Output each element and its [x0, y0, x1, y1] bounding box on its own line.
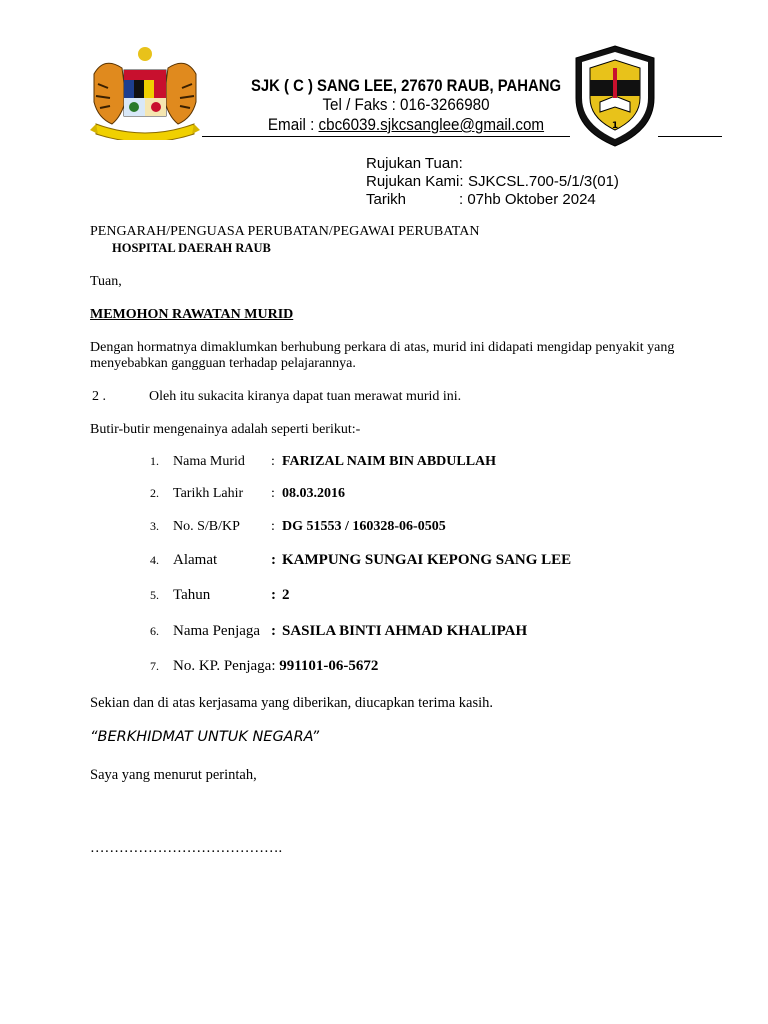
detail-value: KAMPUNG SUNGAI KEPONG SANG LEE: [282, 552, 572, 568]
email-link[interactable]: cbc6039.sjkcsanglee@gmail.com: [318, 116, 545, 134]
detail-value: 991101-06-5672: [279, 658, 379, 674]
school-phone: Tel / Faks : 016-3266980: [322, 96, 490, 114]
detail-number: 6.: [150, 624, 159, 638]
detail-colon: :: [271, 454, 275, 469]
paragraph-1-line-1: Dengan hormatnya dimaklumkan berhubung perkara di atas, murid ini didapati mengidap penyakit yang: [90, 340, 675, 355]
detail-label: Nama Murid: [173, 454, 245, 469]
signature-line: ………………………………….: [90, 840, 283, 856]
detail-colon: :: [271, 486, 275, 501]
ref-kami-label: Rujukan Kami:: [366, 173, 464, 190]
date-value: : 07hb Oktober 2024: [459, 191, 596, 208]
detail-item: [150, 552, 571, 569]
subject-heading: MEMOHON RAWATAN MURID: [90, 307, 294, 322]
detail-value: DG 51553 / 160328-06-0505: [282, 519, 446, 534]
school-badge-logo: [570, 44, 660, 148]
detail-label: Tarikh Lahir: [173, 486, 244, 501]
paragraph-2-text: Oleh itu sukacita kiranya dapat tuan merawat murid ini.: [149, 389, 462, 404]
detail-number: 5.: [150, 588, 159, 602]
ref-tuan: [366, 155, 463, 172]
detail-item: [150, 658, 378, 675]
salutation: Tuan,: [90, 274, 122, 289]
detail-label: No. S/B/KP: [173, 519, 240, 534]
ref-kami-value: SJKCSL.700-5/1/3(01): [468, 173, 619, 190]
detail-value: 08.03.2016: [282, 486, 345, 501]
detail-label: Tahun: [173, 587, 211, 603]
coat-of-arms-logo: [88, 44, 202, 140]
email-label: Email :: [267, 116, 319, 134]
details-intro: Butir-butir mengenainya adalah seperti berikut:-: [90, 422, 361, 437]
date-label: Tarikh: [366, 191, 407, 208]
ref-tuan-label: Rujukan Tuan:: [366, 155, 463, 172]
detail-label: Alamat: [173, 552, 218, 568]
motto: “BERKHIDMAT UNTUK NEGARA”: [90, 729, 320, 745]
detail-colon: :: [271, 623, 276, 639]
detail-item: [150, 587, 290, 604]
detail-value: SASILA BINTI AHMAD KHALIPAH: [282, 623, 528, 639]
sign-off: Saya yang menurut perintah,: [90, 767, 257, 783]
detail-item: [150, 486, 345, 502]
detail-item: [150, 623, 527, 640]
badge-number: 1: [611, 121, 619, 131]
closing-sentence: Sekian dan di atas kerjasama yang diberikan, diucapkan terima kasih.: [90, 695, 494, 711]
detail-value: 2: [282, 587, 290, 603]
detail-number: 7.: [150, 659, 159, 673]
detail-number: 3.: [150, 519, 159, 533]
ref-kami: [366, 173, 619, 190]
recipient-title: PENGARAH/PENGUASA PERUBATAN/PEGAWAI PERUBATAN: [90, 224, 480, 239]
detail-number: 4.: [150, 553, 159, 567]
detail-colon: :: [271, 519, 275, 534]
paragraph-1-line-2: menyebabkan gangguan terhadap pelajarannya.: [90, 356, 356, 371]
header-divider-right: [658, 136, 722, 137]
recipient-hospital: HOSPITAL DAERAH RAUB: [112, 241, 271, 255]
header-divider: [202, 136, 570, 137]
detail-colon: :: [271, 587, 276, 603]
ref-date: [366, 191, 596, 208]
detail-item: [150, 519, 446, 535]
detail-colon: :: [271, 552, 276, 568]
paragraph-2-number: 2 .: [92, 389, 106, 404]
school-email: [222, 116, 590, 135]
detail-number: 2.: [150, 486, 159, 500]
school-name: SJK ( C ) SANG LEE, 27670 RAUB, PAHANG: [251, 77, 561, 95]
detail-label: No. KP. Penjaga:: [173, 658, 276, 674]
detail-value: FARIZAL NAIM BIN ABDULLAH: [282, 454, 497, 469]
detail-item: [150, 454, 496, 470]
detail-label: Nama Penjaga: [173, 623, 261, 639]
detail-number: 1.: [150, 454, 159, 468]
